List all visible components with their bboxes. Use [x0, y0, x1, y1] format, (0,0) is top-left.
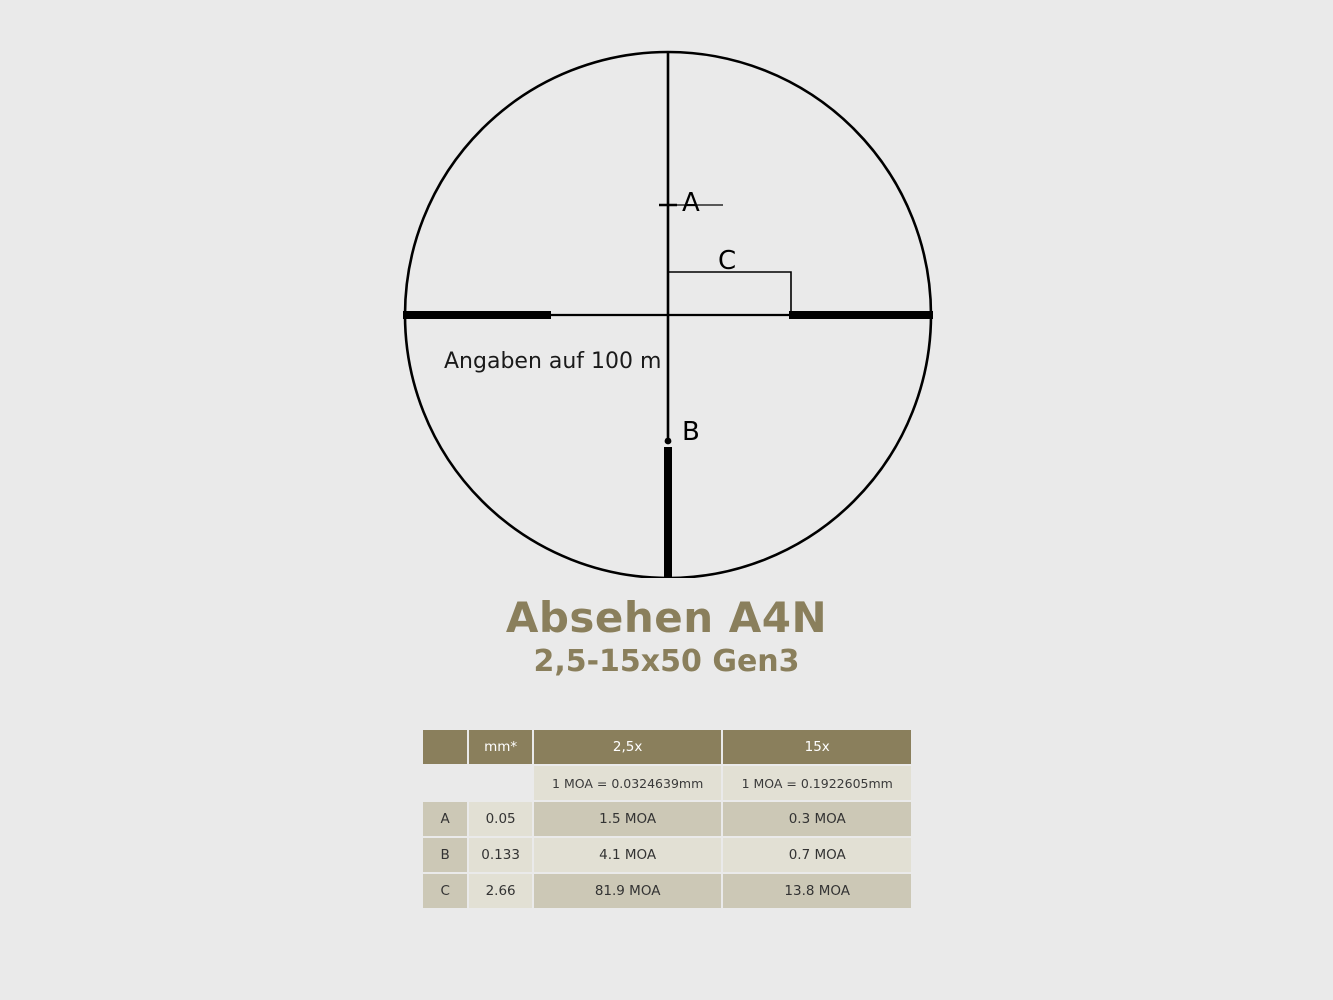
- reticle-diagram: [401, 44, 935, 578]
- title-block: [0, 593, 1333, 680]
- spec-table: [421, 728, 913, 910]
- row-b-low: 4.1 MOA: [534, 838, 722, 872]
- spec-table-wrapper: [421, 728, 913, 910]
- row-label-a: A: [423, 802, 467, 836]
- header-cell-low-mag: 2,5x: [534, 730, 722, 764]
- row-label-c: C: [423, 874, 467, 908]
- label-c: C: [718, 246, 737, 276]
- row-a-high: 0.3 MOA: [723, 802, 911, 836]
- row-a-low: 1.5 MOA: [534, 802, 722, 836]
- c-bracket: [668, 272, 791, 311]
- header-cell-high-mag: 15x: [723, 730, 911, 764]
- row-c-mm: 2.66: [469, 874, 532, 908]
- table-row: [423, 874, 911, 908]
- label-a: A: [682, 188, 700, 218]
- label-b: B: [682, 417, 700, 447]
- table-row: [423, 838, 911, 872]
- header-cell-empty: [423, 730, 467, 764]
- table-row: [423, 802, 911, 836]
- page-subtitle: 2,5-15x50 Gen3: [533, 644, 800, 680]
- row-b-high: 0.7 MOA: [723, 838, 911, 872]
- moa-conversion-high: 1 MOA = 0.1922605mm: [723, 766, 911, 800]
- row-b-mm: 0.133: [469, 838, 532, 872]
- moa-conversion-low: 1 MOA = 0.0324639mm: [534, 766, 722, 800]
- row-c-high: 13.8 MOA: [723, 874, 911, 908]
- table-header-row: [423, 730, 911, 764]
- diagram-note: Angaben auf 100 m: [444, 349, 662, 374]
- row-label-b: B: [423, 838, 467, 872]
- page-title: Absehen A4N: [505, 593, 828, 642]
- row-a-mm: 0.05: [469, 802, 532, 836]
- b-tick-dot: [665, 438, 672, 445]
- moa-row-empty-1: [423, 766, 467, 800]
- moa-row-empty-2: [469, 766, 532, 800]
- table-row: [423, 766, 911, 800]
- row-c-low: 81.9 MOA: [534, 874, 722, 908]
- header-cell-mm: mm*: [469, 730, 532, 764]
